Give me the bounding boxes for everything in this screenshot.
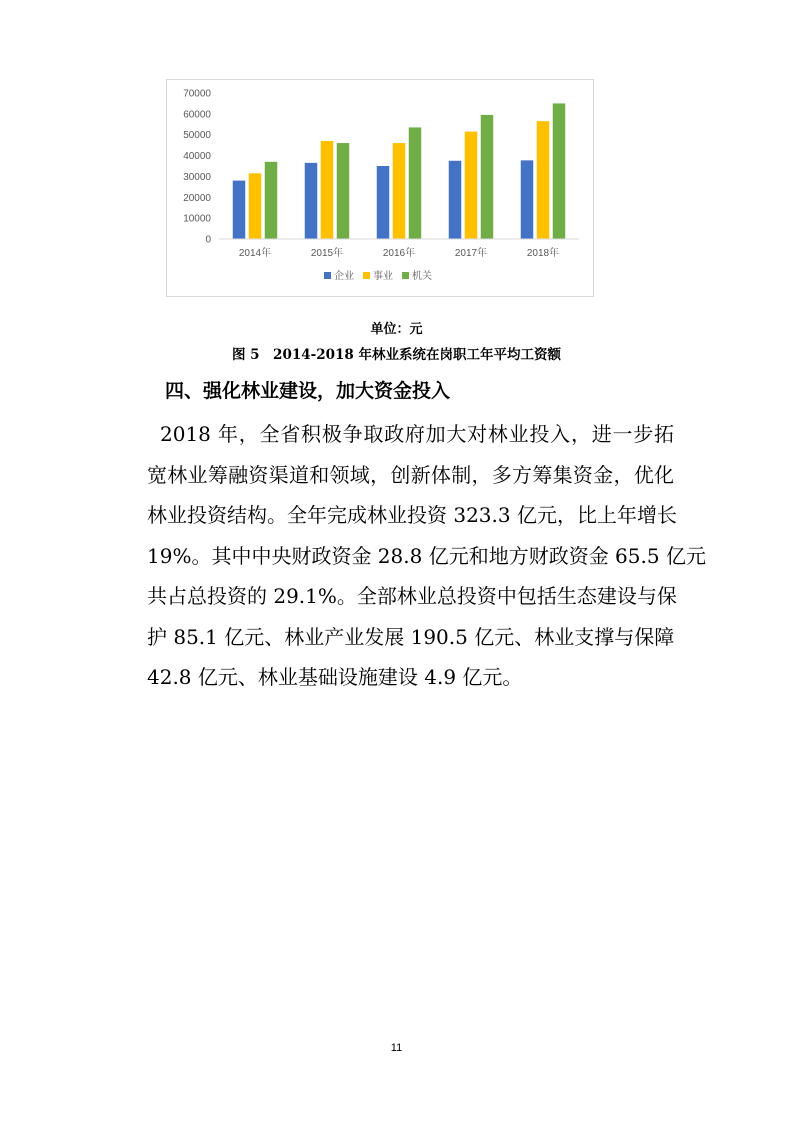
bar-0-4	[521, 160, 534, 239]
paragraph-line: 2018 年，全省积极争取政府加大对林业投入，进一步拓	[160, 422, 674, 446]
y-tick-label: 60000	[183, 109, 211, 121]
bar-0-0	[233, 181, 246, 239]
y-tick-label: 30000	[183, 171, 211, 183]
legend-label-2: 机关	[412, 271, 432, 282]
legend-swatch-2	[402, 272, 409, 279]
x-tick-label: 2016年	[382, 248, 416, 259]
paragraph-line: 护 85.1 亿元、林业产业发展 190.5 亿元、林业支撑与保障	[147, 624, 675, 649]
y-tick-label: 20000	[183, 192, 211, 204]
bar-1-1	[321, 141, 334, 239]
bar-2-3	[481, 115, 494, 239]
legend-label-1: 事业	[373, 271, 393, 282]
bar-2-1	[337, 143, 350, 239]
bar-2-4	[553, 103, 566, 239]
y-tick-label: 50000	[183, 130, 211, 142]
salary-bar-chart	[166, 79, 594, 297]
y-tick-label: 40000	[183, 151, 211, 163]
bar-1-3	[465, 132, 478, 239]
legend-swatch-0	[324, 272, 331, 279]
bar-1-4	[537, 121, 550, 239]
paragraph-line: 19%。其中中央财政资金 28.8 亿元和地方财政资金 65.5 亿元	[147, 543, 706, 568]
figure-caption: 图 5 2014-2018 年林业系统在岗职工年平均工资额	[231, 347, 562, 363]
bar-1-0	[249, 173, 262, 239]
figure-unit: 单位：元	[370, 322, 423, 337]
legend-swatch-1	[363, 272, 370, 279]
bar-0-3	[449, 161, 462, 239]
x-tick-label: 2014年	[238, 248, 272, 259]
page-number: 11	[390, 1042, 403, 1054]
x-tick-label: 2017年	[454, 248, 488, 259]
y-tick-label: 0	[205, 234, 211, 246]
y-tick-label: 70000	[183, 88, 211, 100]
legend-label-0: 企业	[334, 271, 354, 282]
y-tick-label: 10000	[183, 213, 211, 225]
bar-2-2	[409, 127, 422, 239]
chart-canvas	[167, 80, 595, 298]
paragraph-line: 42.8 亿元、林业基础设施建设 4.9 亿元。	[147, 665, 523, 689]
bar-0-2	[377, 166, 390, 239]
paragraph-line: 林业投资结构。全年完成林业投资 323.3 亿元，比上年增长	[147, 503, 677, 527]
x-tick-label: 2018年	[526, 248, 560, 259]
bar-2-0	[265, 162, 278, 239]
paragraph-line: 宽林业筹融资渠道和领域，创新体制，多方筹集资金，优化	[147, 462, 674, 487]
section-heading: 四、强化林业建设，加大资金投入	[165, 380, 451, 402]
bar-1-2	[393, 143, 406, 239]
paragraph-line: 共占总投资的 29.1%。全部林业总投资中包括生态建设与保	[147, 584, 677, 608]
bar-0-1	[305, 163, 318, 239]
x-tick-label: 2015年	[310, 248, 344, 259]
section-paragraph	[147, 414, 706, 698]
